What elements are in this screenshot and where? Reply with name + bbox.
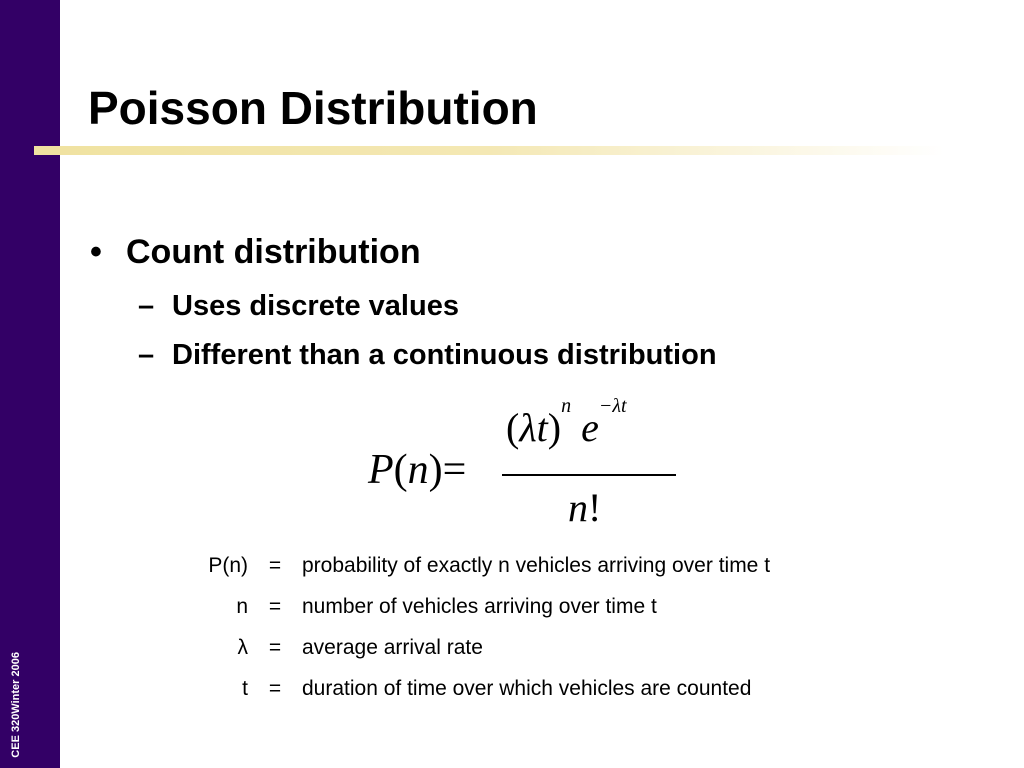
close-paren: ) <box>547 405 562 450</box>
sub-bullet-text: Different than a continuous distribution <box>172 339 717 371</box>
formula-p: P <box>368 447 394 493</box>
definition-description: probability of exactly n vehicles arriving over time t <box>302 554 771 577</box>
formula-exponent-lambda-t: −λt <box>598 395 627 417</box>
definition-term: n <box>236 595 248 618</box>
sidebar-band <box>0 0 60 768</box>
definition-description: duration of time over which vehicles are counted <box>302 677 752 700</box>
definition-equals: = <box>268 636 282 659</box>
definition-equals: = <box>268 554 282 577</box>
sub-bullet-text: Uses discrete values <box>172 290 459 322</box>
definition-equals: = <box>268 677 282 700</box>
formula-numerator <box>506 395 627 454</box>
sidebar-footer <box>9 652 23 758</box>
formula-n: n <box>407 447 429 493</box>
course-label: CEE 320 <box>10 713 22 758</box>
definition-term: λ <box>237 636 248 659</box>
dash-marker: – <box>138 339 155 371</box>
definition-equals: = <box>268 595 282 618</box>
formula-denominator <box>568 482 601 534</box>
definition-term: P(n) <box>208 554 248 577</box>
formula-lambda-t: λt <box>519 405 548 450</box>
definition-row <box>190 586 770 627</box>
term-label: Winter 2006 <box>10 652 22 714</box>
open-paren: ( <box>506 405 520 450</box>
definition-row <box>190 627 770 668</box>
bullet-count-distribution <box>90 230 421 274</box>
sub-bullet-continuous <box>138 336 717 374</box>
definition-row <box>190 545 770 586</box>
definition-description: average arrival rate <box>302 636 483 659</box>
bullet-text: Count distribution <box>126 233 421 271</box>
definition-description: number of vehicles arriving over time t <box>302 595 657 618</box>
formula-e: e <box>581 405 599 450</box>
formula-den-n: n <box>568 485 588 530</box>
sub-bullet-discrete <box>138 287 459 325</box>
definition-term: t <box>242 677 248 700</box>
definition-row <box>190 668 770 709</box>
formula-exponent-n: n <box>561 395 572 417</box>
slide-title: Poisson Distribution <box>88 82 538 134</box>
formula-factorial: ! <box>588 485 602 530</box>
fraction-bar <box>502 474 676 476</box>
dash-marker: – <box>138 290 155 322</box>
bullet-marker: • <box>90 233 102 271</box>
formula-lhs <box>368 442 466 498</box>
poisson-formula <box>368 395 688 534</box>
title-underline <box>34 146 944 155</box>
formula-equals: = <box>442 447 467 493</box>
open-paren: ( <box>393 447 408 493</box>
definitions-list <box>190 545 770 709</box>
close-paren: ) <box>428 447 443 493</box>
